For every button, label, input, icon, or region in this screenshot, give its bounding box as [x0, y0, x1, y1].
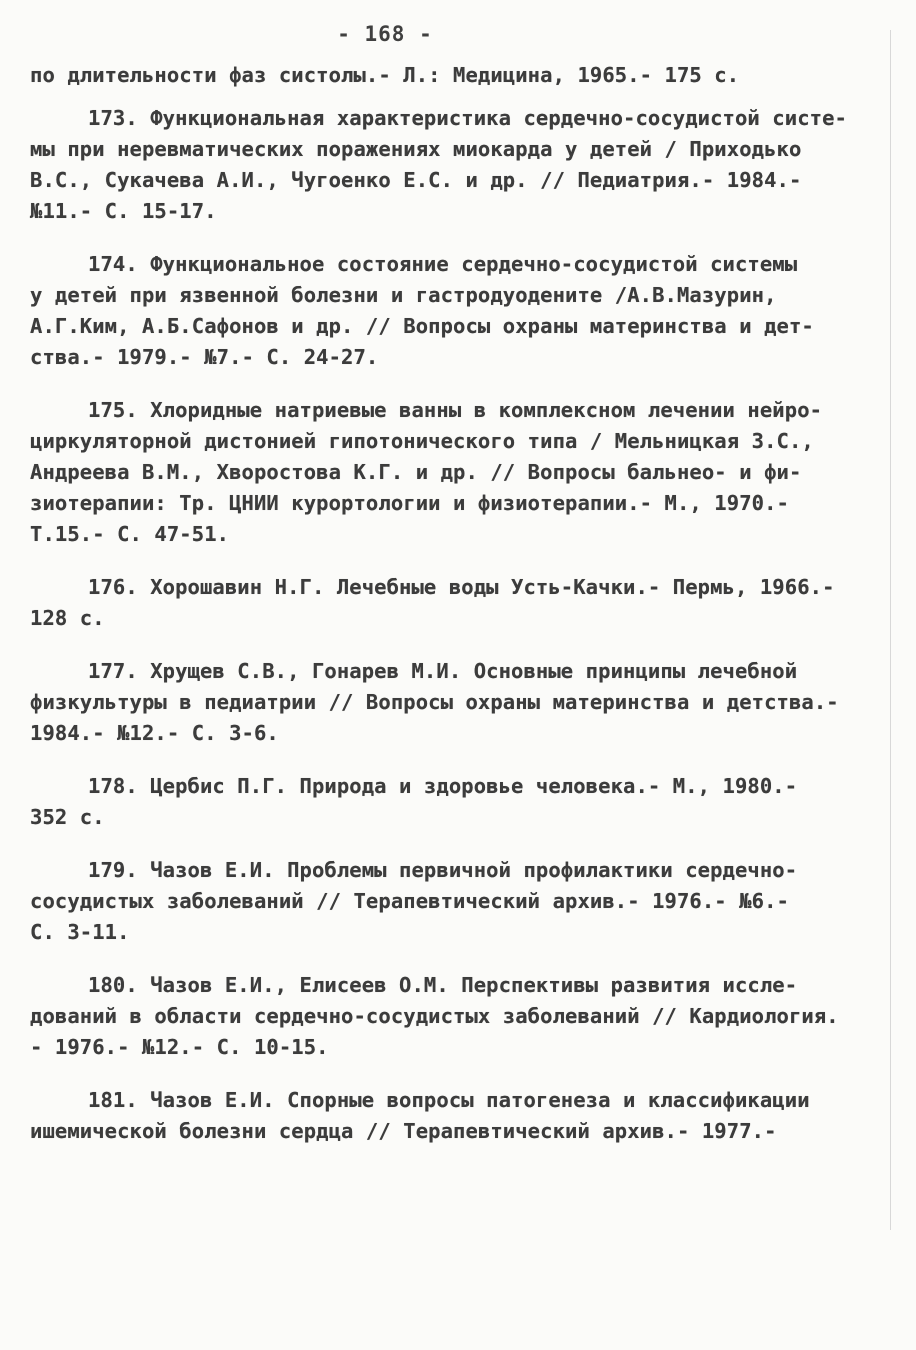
bibliography-entry-181: [30, 1085, 870, 1147]
text-line: ишемической болезни сердца // Терапевтический архив.- 1977.-: [30, 1119, 777, 1143]
text-line: 175. Хлоридные натриевые ванны в комплексном лечении нейро-: [88, 398, 823, 422]
bibliography-entry-177: [30, 656, 870, 749]
bibliography-entry-175: [30, 395, 870, 550]
text-line: дований в области сердечно-сосудистых заболеваний // Кардиология.: [30, 1004, 839, 1028]
text-line: у детей при язвенной болезни и гастродуодените /А.В.Мазурин,: [30, 283, 777, 307]
text-line: А.Г.Ким, А.Б.Сафонов и др. // Вопросы охраны материнства и дет-: [30, 314, 814, 338]
bibliography-entry-179: [30, 855, 870, 948]
continuation-text: [30, 60, 870, 91]
text-line: ства.- 1979.- №7.- С. 24-27.: [30, 345, 379, 369]
text-line: физкультуры в педиатрии // Вопросы охраны материнства и детства.-: [30, 690, 839, 714]
text-line: по длительности фаз систолы.- Л.: Медицина, 1965.- 175 с.: [30, 63, 740, 87]
text-line: 352 с.: [30, 805, 105, 829]
text-line: 176. Хорошавин Н.Г. Лечебные воды Усть-Качки.- Пермь, 1966.-: [88, 575, 835, 599]
text-line: 178. Цербис П.Г. Природа и здоровье человека.- М., 1980.-: [88, 774, 798, 798]
text-line: мы при неревматических поражениях миокарда у детей / Приходько: [30, 137, 802, 161]
bibliography-entry-176: [30, 572, 870, 634]
bibliography-list: [30, 60, 870, 1169]
page-number: - 168 -: [337, 22, 433, 46]
text-line: - 1976.- №12.- С. 10-15.: [30, 1035, 329, 1059]
text-line: циркуляторной дистонией гипотонического типа / Мельницкая З.С.,: [30, 429, 814, 453]
text-line: В.С., Сукачева А.И., Чугоенко Е.С. и др. // Педиатрия.- 1984.-: [30, 168, 802, 192]
text-line: 181. Чазов Е.И. Спорные вопросы патогенеза и классификации: [88, 1088, 810, 1112]
bibliography-entry-174: [30, 249, 870, 373]
text-line: №11.- С. 15-17.: [30, 199, 217, 223]
text-line: С. 3-11.: [30, 920, 130, 944]
text-line: 174. Функциональное состояние сердечно-сосудистой системы: [88, 252, 798, 276]
text-line: зиотерапии: Тр. ЦНИИ курортологии и физиотерапии.- М., 1970.-: [30, 491, 789, 515]
text-line: 177. Хрущев С.В., Гонарев М.И. Основные принципы лечебной: [88, 659, 798, 683]
text-line: 1984.- №12.- С. 3-6.: [30, 721, 279, 745]
text-line: сосудистых заболеваний // Терапевтический архив.- 1976.- №6.-: [30, 889, 789, 913]
text-line: 173. Функциональная характеристика сердечно-сосудистой систе-: [88, 106, 847, 130]
bibliography-entry-173: [30, 103, 870, 227]
text-line: 128 с.: [30, 606, 105, 630]
text-line: Т.15.- С. 47-51.: [30, 522, 230, 546]
text-line: 180. Чазов Е.И., Елисеев О.М. Перспективы развития иссле-: [88, 973, 798, 997]
text-line: 179. Чазов Е.И. Проблемы первичной профилактики сердечно-: [88, 858, 798, 882]
text-line: Андреева В.М., Хворостова К.Г. и др. // Вопросы бальнео- и фи-: [30, 460, 802, 484]
bibliography-entry-178: [30, 771, 870, 833]
scan-edge-line: [890, 30, 891, 1230]
bibliography-entry-180: [30, 970, 870, 1063]
